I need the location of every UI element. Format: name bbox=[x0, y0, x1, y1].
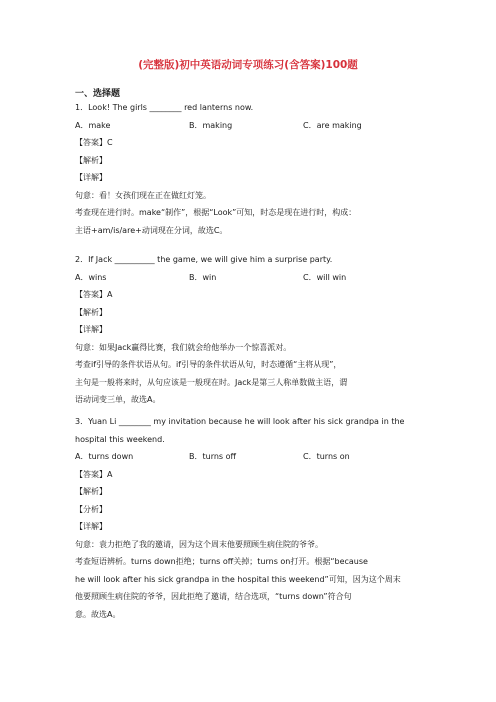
explanation-line: 主句是一般将来时，从句应该是一般现在时。Jack是第三人称单数做主语，谓 bbox=[75, 377, 348, 387]
options-row bbox=[75, 117, 425, 135]
question-2 bbox=[75, 251, 425, 409]
option-a: A．wins bbox=[75, 272, 107, 282]
question-stem: 2．If Jack __________ the game, we will give him a surprise party. bbox=[75, 255, 333, 264]
explanation-line: 句意：如果Jack赢得比赛，我们就会给他举办一个惊喜派对。 bbox=[75, 342, 292, 352]
option-a: A．make bbox=[75, 120, 111, 130]
question-stem-continued: hospital this weekend. bbox=[75, 434, 165, 444]
question-3 bbox=[75, 413, 425, 623]
explanation-line: 他要照顾生病住院的爷爷，因此拒绝了邀请，结合选项，“turns down”符合句 bbox=[75, 592, 352, 601]
option-a: A．turns down bbox=[75, 452, 134, 461]
explanation-line: 主语+am/is/are+动词现在分词，故选C。 bbox=[75, 225, 228, 235]
option-c: C．turns on bbox=[303, 452, 350, 461]
option-b: B．making bbox=[189, 120, 233, 130]
options-row bbox=[75, 448, 425, 466]
explanation-line: 考查if引导的条件状语从句。if引导的条件状语从句，时态遵循“主将从现”， bbox=[75, 360, 342, 369]
explanation-line: 语动词变三单，故选A。 bbox=[75, 395, 161, 404]
parse-label: 【解析】 bbox=[75, 307, 107, 317]
option-b: B．turns off bbox=[189, 452, 237, 461]
question-stem: 1．Look! The girls ________ red lanterns now. bbox=[75, 103, 254, 112]
document-title: (完整版)初中英语动词专项练习(含答案)100题 bbox=[138, 59, 358, 71]
explanation-line: 句意：袁力拒绝了我的邀请，因为这个周末他要照顾生病住院的爷爷。 bbox=[75, 539, 323, 549]
explanation-line: 考查现在进行时。make“制作”，根据“Look”可知，时态是现在进行时，构成： bbox=[75, 208, 357, 217]
option-b: B．win bbox=[189, 272, 217, 282]
answer-line: 【答案】C bbox=[75, 138, 113, 147]
option-c: C．are making bbox=[303, 120, 362, 130]
option-c: C．will win bbox=[303, 272, 347, 282]
options-row bbox=[75, 269, 425, 287]
detail-label: 【详解】 bbox=[75, 522, 107, 531]
answer-line: 【答案】A bbox=[75, 469, 113, 479]
section-heading: 一、选择题 bbox=[75, 89, 121, 99]
detail-label: 【详解】 bbox=[75, 325, 107, 334]
answer-line: 【答案】A bbox=[75, 290, 113, 299]
parse-label: 【解析】 bbox=[75, 155, 107, 165]
explanation-line: 考查短语辨析。turns down拒绝；turns off关掉；turns on打开。根据“because bbox=[75, 557, 368, 566]
question-1 bbox=[75, 99, 425, 239]
explanation-line: he will look after his sick grandpa in the hospital this weekend”可知，因为这个周末 bbox=[75, 574, 401, 584]
question-stem: 3．Yuan Li ________ my invitation because he will look after his sick grandpa in the bbox=[75, 417, 405, 426]
parse-label: 【解析】 bbox=[75, 487, 107, 496]
analysis-label: 【分析】 bbox=[75, 504, 107, 514]
explanation-line: 意。故选A。 bbox=[75, 609, 121, 619]
explanation-line: 句意：看！女孩们现在正在做红灯笼。 bbox=[75, 190, 211, 200]
detail-label: 【详解】 bbox=[75, 173, 107, 182]
